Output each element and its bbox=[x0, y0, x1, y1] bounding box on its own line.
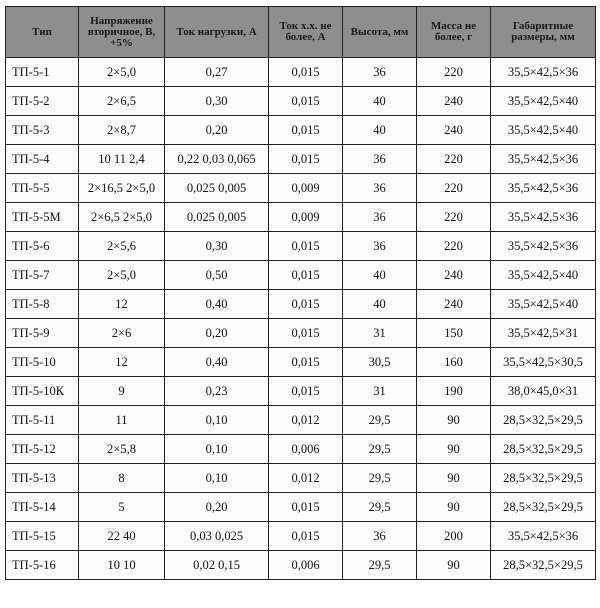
table-row bbox=[6, 464, 596, 493]
header-voltage: Напряжение вторичное, В, +5% bbox=[79, 7, 165, 58]
cell-height: 36 bbox=[343, 174, 417, 203]
cell-dimensions: 35,5×42,5×36 bbox=[491, 58, 596, 87]
transformer-spec-table bbox=[5, 6, 596, 580]
cell-mass: 220 bbox=[417, 232, 491, 261]
cell-mass: 150 bbox=[417, 319, 491, 348]
cell-type: ТП-5-2 bbox=[6, 87, 79, 116]
transformer-table-container bbox=[5, 6, 595, 580]
cell-mass: 90 bbox=[417, 493, 491, 522]
cell-load-current: 0,025 0,005 bbox=[165, 203, 269, 232]
cell-voltage: 2×16,5 2×5,0 bbox=[79, 174, 165, 203]
cell-dimensions: 28,5×32,5×29,5 bbox=[491, 435, 596, 464]
cell-mass: 90 bbox=[417, 406, 491, 435]
header-dimensions: Габаритные размеры, мм bbox=[491, 7, 596, 58]
table-row bbox=[6, 522, 596, 551]
cell-mass: 220 bbox=[417, 203, 491, 232]
cell-height: 36 bbox=[343, 232, 417, 261]
cell-idle-current: 0,006 bbox=[269, 435, 343, 464]
cell-load-current: 0,30 bbox=[165, 87, 269, 116]
cell-idle-current: 0,006 bbox=[269, 551, 343, 580]
table-row bbox=[6, 174, 596, 203]
cell-type: ТП-5-6 bbox=[6, 232, 79, 261]
cell-height: 36 bbox=[343, 522, 417, 551]
cell-load-current: 0,20 bbox=[165, 319, 269, 348]
header-mass: Масса не более, г bbox=[417, 7, 491, 58]
cell-height: 36 bbox=[343, 58, 417, 87]
cell-dimensions: 28,5×32,5×29,5 bbox=[491, 406, 596, 435]
table-row bbox=[6, 116, 596, 145]
cell-idle-current: 0,012 bbox=[269, 406, 343, 435]
cell-mass: 190 bbox=[417, 377, 491, 406]
cell-mass: 90 bbox=[417, 464, 491, 493]
cell-load-current: 0,40 bbox=[165, 348, 269, 377]
table-row bbox=[6, 58, 596, 87]
cell-dimensions: 35,5×42,5×36 bbox=[491, 203, 596, 232]
cell-height: 36 bbox=[343, 203, 417, 232]
cell-idle-current: 0,012 bbox=[269, 464, 343, 493]
header-row bbox=[6, 7, 596, 58]
table-row bbox=[6, 551, 596, 580]
cell-type: ТП-5-7 bbox=[6, 261, 79, 290]
cell-idle-current: 0,015 bbox=[269, 58, 343, 87]
cell-load-current: 0,50 bbox=[165, 261, 269, 290]
cell-dimensions: 35,5×42,5×40 bbox=[491, 116, 596, 145]
table-row bbox=[6, 87, 596, 116]
cell-idle-current: 0,015 bbox=[269, 290, 343, 319]
cell-type: ТП-5-10К bbox=[6, 377, 79, 406]
cell-mass: 220 bbox=[417, 174, 491, 203]
table-row bbox=[6, 290, 596, 319]
cell-height: 29,5 bbox=[343, 464, 417, 493]
cell-idle-current: 0,015 bbox=[269, 348, 343, 377]
header-type: Тип bbox=[6, 7, 79, 58]
cell-type: ТП-5-3 bbox=[6, 116, 79, 145]
table-row bbox=[6, 435, 596, 464]
cell-load-current: 0,30 bbox=[165, 232, 269, 261]
table-row bbox=[6, 203, 596, 232]
cell-dimensions: 35,5×42,5×36 bbox=[491, 174, 596, 203]
cell-idle-current: 0,015 bbox=[269, 87, 343, 116]
cell-idle-current: 0,015 bbox=[269, 522, 343, 551]
cell-type: ТП-5-15 bbox=[6, 522, 79, 551]
cell-idle-current: 0,015 bbox=[269, 377, 343, 406]
cell-idle-current: 0,015 bbox=[269, 261, 343, 290]
table-row bbox=[6, 377, 596, 406]
table-row bbox=[6, 261, 596, 290]
cell-height: 31 bbox=[343, 319, 417, 348]
header-height: Высота, мм bbox=[343, 7, 417, 58]
cell-load-current: 0,22 0,03 0,065 bbox=[165, 145, 269, 174]
cell-voltage: 2×8,7 bbox=[79, 116, 165, 145]
cell-load-current: 0,10 bbox=[165, 406, 269, 435]
cell-load-current: 0,02 0,15 bbox=[165, 551, 269, 580]
cell-mass: 200 bbox=[417, 522, 491, 551]
cell-load-current: 0,025 0,005 bbox=[165, 174, 269, 203]
cell-load-current: 0,10 bbox=[165, 435, 269, 464]
cell-height: 40 bbox=[343, 116, 417, 145]
cell-idle-current: 0,009 bbox=[269, 174, 343, 203]
cell-type: ТП-5-11 bbox=[6, 406, 79, 435]
table-row bbox=[6, 145, 596, 174]
cell-load-current: 0,20 bbox=[165, 493, 269, 522]
cell-voltage: 22 40 bbox=[79, 522, 165, 551]
cell-height: 40 bbox=[343, 87, 417, 116]
cell-mass: 240 bbox=[417, 116, 491, 145]
table-row bbox=[6, 232, 596, 261]
cell-type: ТП-5-5М bbox=[6, 203, 79, 232]
cell-mass: 240 bbox=[417, 290, 491, 319]
cell-type: ТП-5-12 bbox=[6, 435, 79, 464]
cell-type: ТП-5-9 bbox=[6, 319, 79, 348]
table-row bbox=[6, 348, 596, 377]
cell-voltage: 12 bbox=[79, 348, 165, 377]
cell-dimensions: 28,5×32,5×29,5 bbox=[491, 551, 596, 580]
cell-type: ТП-5-10 bbox=[6, 348, 79, 377]
cell-idle-current: 0,015 bbox=[269, 319, 343, 348]
cell-height: 30,5 bbox=[343, 348, 417, 377]
cell-type: ТП-5-4 bbox=[6, 145, 79, 174]
cell-height: 40 bbox=[343, 261, 417, 290]
cell-dimensions: 38,0×45,0×31 bbox=[491, 377, 596, 406]
cell-voltage: 2×6,5 2×5,0 bbox=[79, 203, 165, 232]
cell-dimensions: 35,5×42,5×36 bbox=[491, 522, 596, 551]
table-body bbox=[6, 58, 596, 580]
cell-height: 29,5 bbox=[343, 551, 417, 580]
cell-voltage: 10 11 2,4 bbox=[79, 145, 165, 174]
cell-voltage: 2×5,0 bbox=[79, 261, 165, 290]
cell-height: 36 bbox=[343, 145, 417, 174]
cell-dimensions: 28,5×32,5×29,5 bbox=[491, 464, 596, 493]
cell-dimensions: 35,5×42,5×40 bbox=[491, 87, 596, 116]
cell-voltage: 11 bbox=[79, 406, 165, 435]
cell-voltage: 2×5,6 bbox=[79, 232, 165, 261]
cell-dimensions: 35,5×42,5×40 bbox=[491, 261, 596, 290]
cell-idle-current: 0,009 bbox=[269, 203, 343, 232]
cell-load-current: 0,23 bbox=[165, 377, 269, 406]
cell-idle-current: 0,015 bbox=[269, 493, 343, 522]
cell-load-current: 0,03 0,025 bbox=[165, 522, 269, 551]
cell-mass: 220 bbox=[417, 58, 491, 87]
cell-mass: 90 bbox=[417, 551, 491, 580]
cell-load-current: 0,40 bbox=[165, 290, 269, 319]
cell-height: 31 bbox=[343, 377, 417, 406]
cell-voltage: 5 bbox=[79, 493, 165, 522]
cell-dimensions: 35,5×42,5×31 bbox=[491, 319, 596, 348]
header-load-current: Ток нагрузки, А bbox=[165, 7, 269, 58]
cell-height: 29,5 bbox=[343, 493, 417, 522]
cell-voltage: 2×6 bbox=[79, 319, 165, 348]
cell-type: ТП-5-16 bbox=[6, 551, 79, 580]
cell-voltage: 12 bbox=[79, 290, 165, 319]
cell-voltage: 8 bbox=[79, 464, 165, 493]
cell-height: 29,5 bbox=[343, 435, 417, 464]
cell-dimensions: 35,5×42,5×36 bbox=[491, 145, 596, 174]
cell-dimensions: 35,5×42,5×40 bbox=[491, 290, 596, 319]
table-row bbox=[6, 319, 596, 348]
cell-height: 29,5 bbox=[343, 406, 417, 435]
table-row bbox=[6, 493, 596, 522]
cell-mass: 240 bbox=[417, 87, 491, 116]
cell-dimensions: 35,5×42,5×36 bbox=[491, 232, 596, 261]
cell-type: ТП-5-13 bbox=[6, 464, 79, 493]
cell-idle-current: 0,015 bbox=[269, 116, 343, 145]
cell-voltage: 2×5,0 bbox=[79, 58, 165, 87]
cell-mass: 240 bbox=[417, 261, 491, 290]
cell-type: ТП-5-1 bbox=[6, 58, 79, 87]
cell-dimensions: 35,5×42,5×30,5 bbox=[491, 348, 596, 377]
cell-voltage: 2×6,5 bbox=[79, 87, 165, 116]
header-idle-current: Ток х.х. не более, А bbox=[269, 7, 343, 58]
cell-height: 40 bbox=[343, 290, 417, 319]
cell-mass: 90 bbox=[417, 435, 491, 464]
cell-voltage: 10 10 bbox=[79, 551, 165, 580]
cell-mass: 160 bbox=[417, 348, 491, 377]
cell-load-current: 0,10 bbox=[165, 464, 269, 493]
cell-load-current: 0,27 bbox=[165, 58, 269, 87]
cell-type: ТП-5-8 bbox=[6, 290, 79, 319]
cell-voltage: 9 bbox=[79, 377, 165, 406]
cell-load-current: 0,20 bbox=[165, 116, 269, 145]
cell-type: ТП-5-5 bbox=[6, 174, 79, 203]
cell-idle-current: 0,015 bbox=[269, 145, 343, 174]
table-row bbox=[6, 406, 596, 435]
cell-voltage: 2×5,8 bbox=[79, 435, 165, 464]
table-header bbox=[6, 7, 596, 58]
cell-dimensions: 28,5×32,5×29,5 bbox=[491, 493, 596, 522]
cell-type: ТП-5-14 bbox=[6, 493, 79, 522]
cell-mass: 220 bbox=[417, 145, 491, 174]
cell-idle-current: 0,015 bbox=[269, 232, 343, 261]
